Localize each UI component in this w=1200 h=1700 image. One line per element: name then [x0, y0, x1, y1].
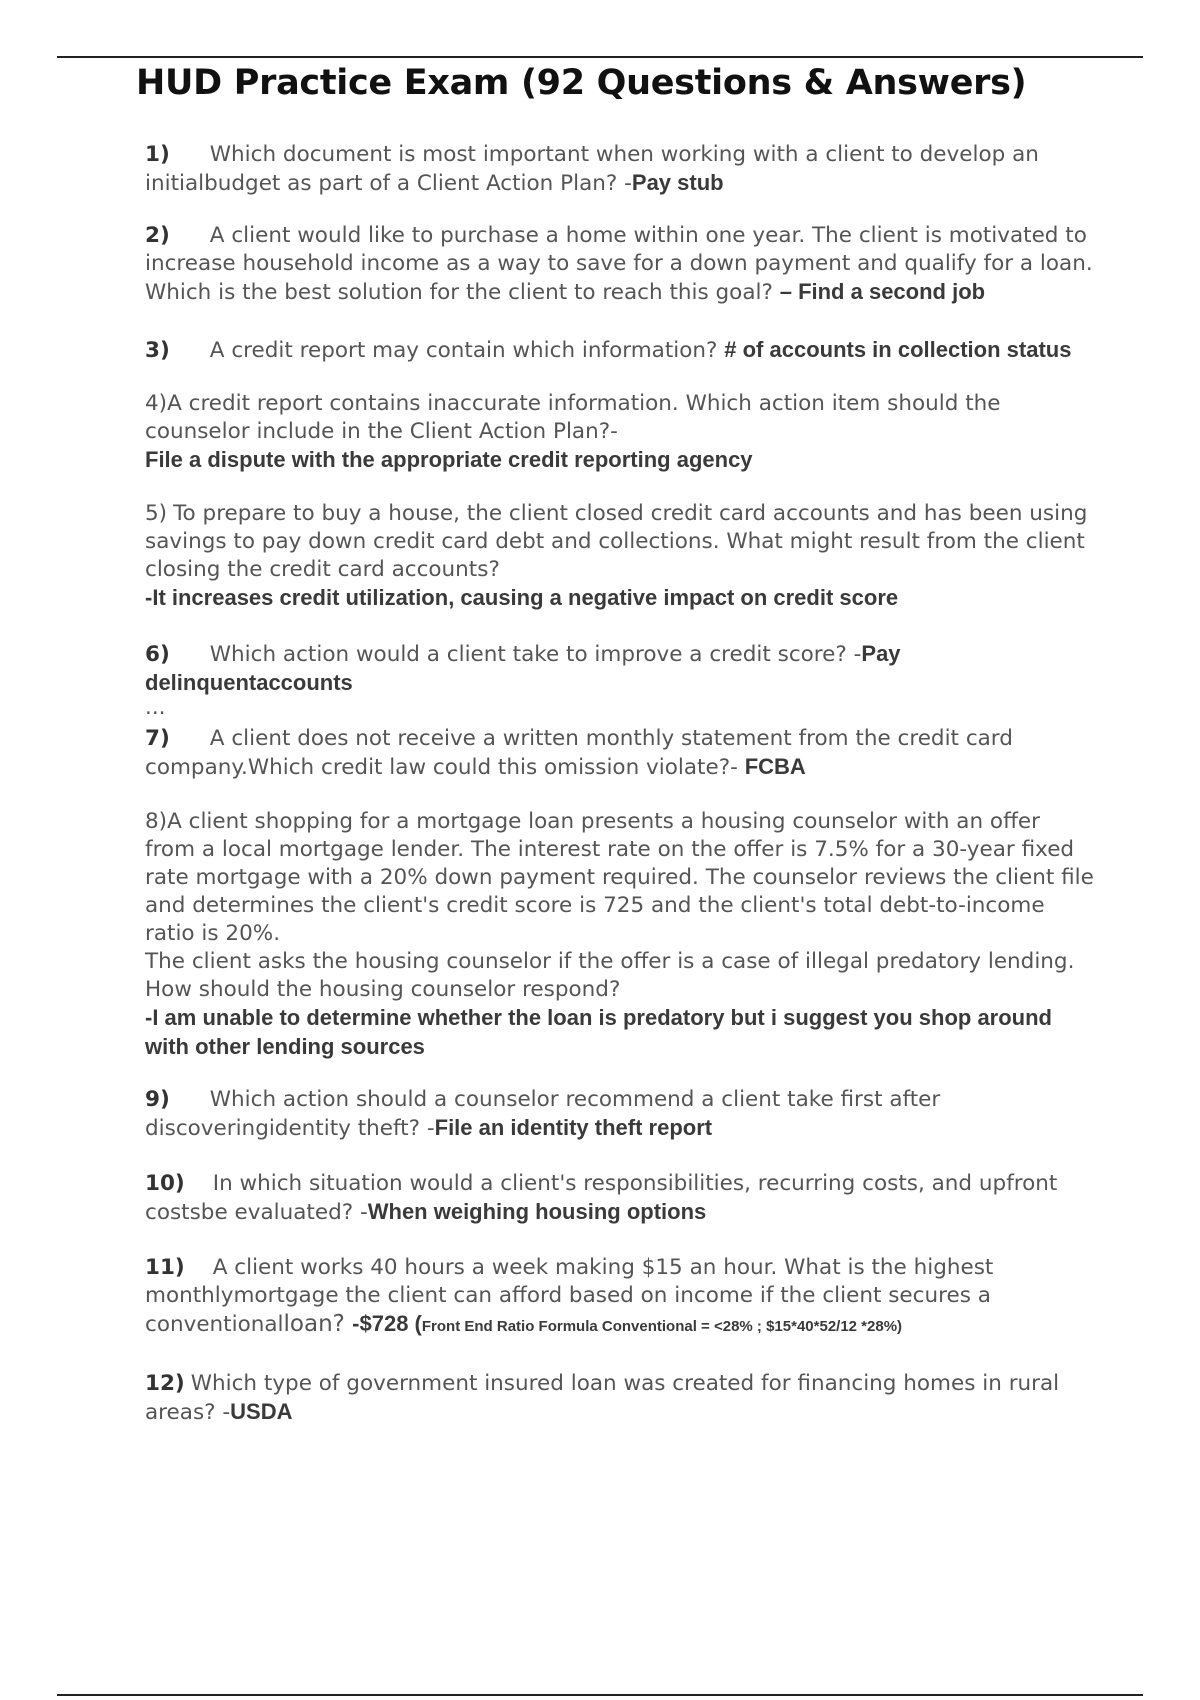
qa-item-8 [145, 808, 1095, 1062]
question-text: Which action would a client take to improve a credit score? - [209, 642, 862, 667]
bottom-rule [57, 1694, 1143, 1696]
question-tail: loan? [283, 1311, 353, 1337]
answer-text: Pay delinquentaccounts [145, 641, 901, 695]
question-number: 8) [145, 809, 168, 834]
question-number: 10) [145, 1171, 185, 1196]
answer-text: Pay stub [631, 170, 724, 195]
qa-item-5 [145, 500, 1095, 613]
answer-text: -$728 ( [352, 1311, 422, 1336]
qa-item-9 [145, 1086, 1095, 1143]
answer-text: -I am unable to determine whether the loan is predatory but i suggest you shop around with other lending sources [145, 1005, 1052, 1059]
question-text: A credit report contains inaccurate information. Which action item should the counselor include in the Client Action Plan?- [145, 391, 1001, 444]
question-number: 7) [145, 726, 170, 751]
question-text: Which type of government insured loan was created for financing homes in rural areas? - [145, 1371, 1060, 1425]
question-number: 2) [145, 223, 170, 248]
answer-text: – Find a second job [779, 279, 986, 304]
qa-item-7 [145, 725, 1095, 782]
question-number: 11) [145, 1255, 185, 1280]
qa-item-11 [145, 1254, 1095, 1341]
question-text: A client would like to purchase a home within one year. The client is motivated to increase household income as a way to save for a down payment and qualify for a loan. Which is the best solution for the client to reach this goal? [145, 223, 1093, 305]
answer-text: When weighing housing options [367, 1199, 707, 1224]
question-text-continued: The client asks the housing counselor if the offer is a case of illegal predatory lending. How should the housing counselor respond? [145, 949, 1075, 1002]
ellipsis: ... [145, 695, 166, 720]
question-text: A client does not receive a written monthly statement from the credit card company.Which credit law could this omission violate?- [145, 726, 1013, 780]
question-text: A client works 40 hours a week making $15 an hour. What is the highest monthlymortgage the client can afford based on income if the client secures a conventional [145, 1255, 994, 1337]
answer-text: # of accounts in collection status [724, 337, 1072, 362]
page-title: HUD Practice Exam (92 Questions & Answers) [136, 63, 1027, 103]
question-number: 6) [145, 642, 170, 667]
answer-text: File an identity theft report [434, 1115, 713, 1140]
top-rule [57, 56, 1143, 58]
formula-note: Front End Ratio Formula Conventional = <28% ; $15*40*52/12 *28%) [421, 1318, 903, 1335]
question-text: A client shopping for a mortgage loan presents a housing counselor with an offer from a local mortgage lender. The interest rate on the offer is 7.5% for a 30-year fixed rate mortgage with a 20% down payment required. The counselor reviews the client file and determines the client's credit score is 725 and the client's total debt-to-income ratio is 20%. [145, 809, 1094, 946]
qa-item-2 [145, 222, 1095, 307]
question-number: 1) [145, 142, 170, 167]
answer-text: File a dispute with the appropriate credit reporting agency [145, 447, 753, 472]
question-number: 9) [145, 1087, 170, 1112]
question-text: Which action should a counselor recommend a client take first after discoveringidentity theft? - [145, 1087, 941, 1141]
question-text: Which document is most important when working with a client to develop an initialbudget as part of a Client Action Plan? - [145, 142, 1039, 196]
ellipsis-text [145, 696, 1095, 720]
answer-text: -It increases credit utilization, causing a negative impact on credit score [145, 585, 899, 610]
qa-item-12 [145, 1370, 1095, 1427]
answer-text: FCBA [744, 754, 806, 779]
qa-item-4 [145, 390, 1095, 475]
question-text: In which situation would a client's responsibilities, recurring costs, and upfront costsbe evaluated? - [145, 1171, 1058, 1225]
qa-item-1 [145, 141, 1095, 198]
question-text: A credit report may contain which information? [209, 338, 725, 363]
question-number: 5) [145, 501, 168, 526]
question-number: 12) [145, 1371, 185, 1396]
qa-item-6 [145, 640, 1095, 698]
question-text: To prepare to buy a house, the client closed credit card accounts and has been using savings to pay down credit card debt and collections. What might result from the client closing the credit card accounts? [145, 501, 1088, 582]
qa-item-3 [145, 336, 1095, 365]
qa-item-10 [145, 1170, 1095, 1227]
question-number: 3) [145, 338, 170, 363]
answer-text: USDA [230, 1399, 293, 1424]
question-number: 4) [145, 391, 168, 416]
